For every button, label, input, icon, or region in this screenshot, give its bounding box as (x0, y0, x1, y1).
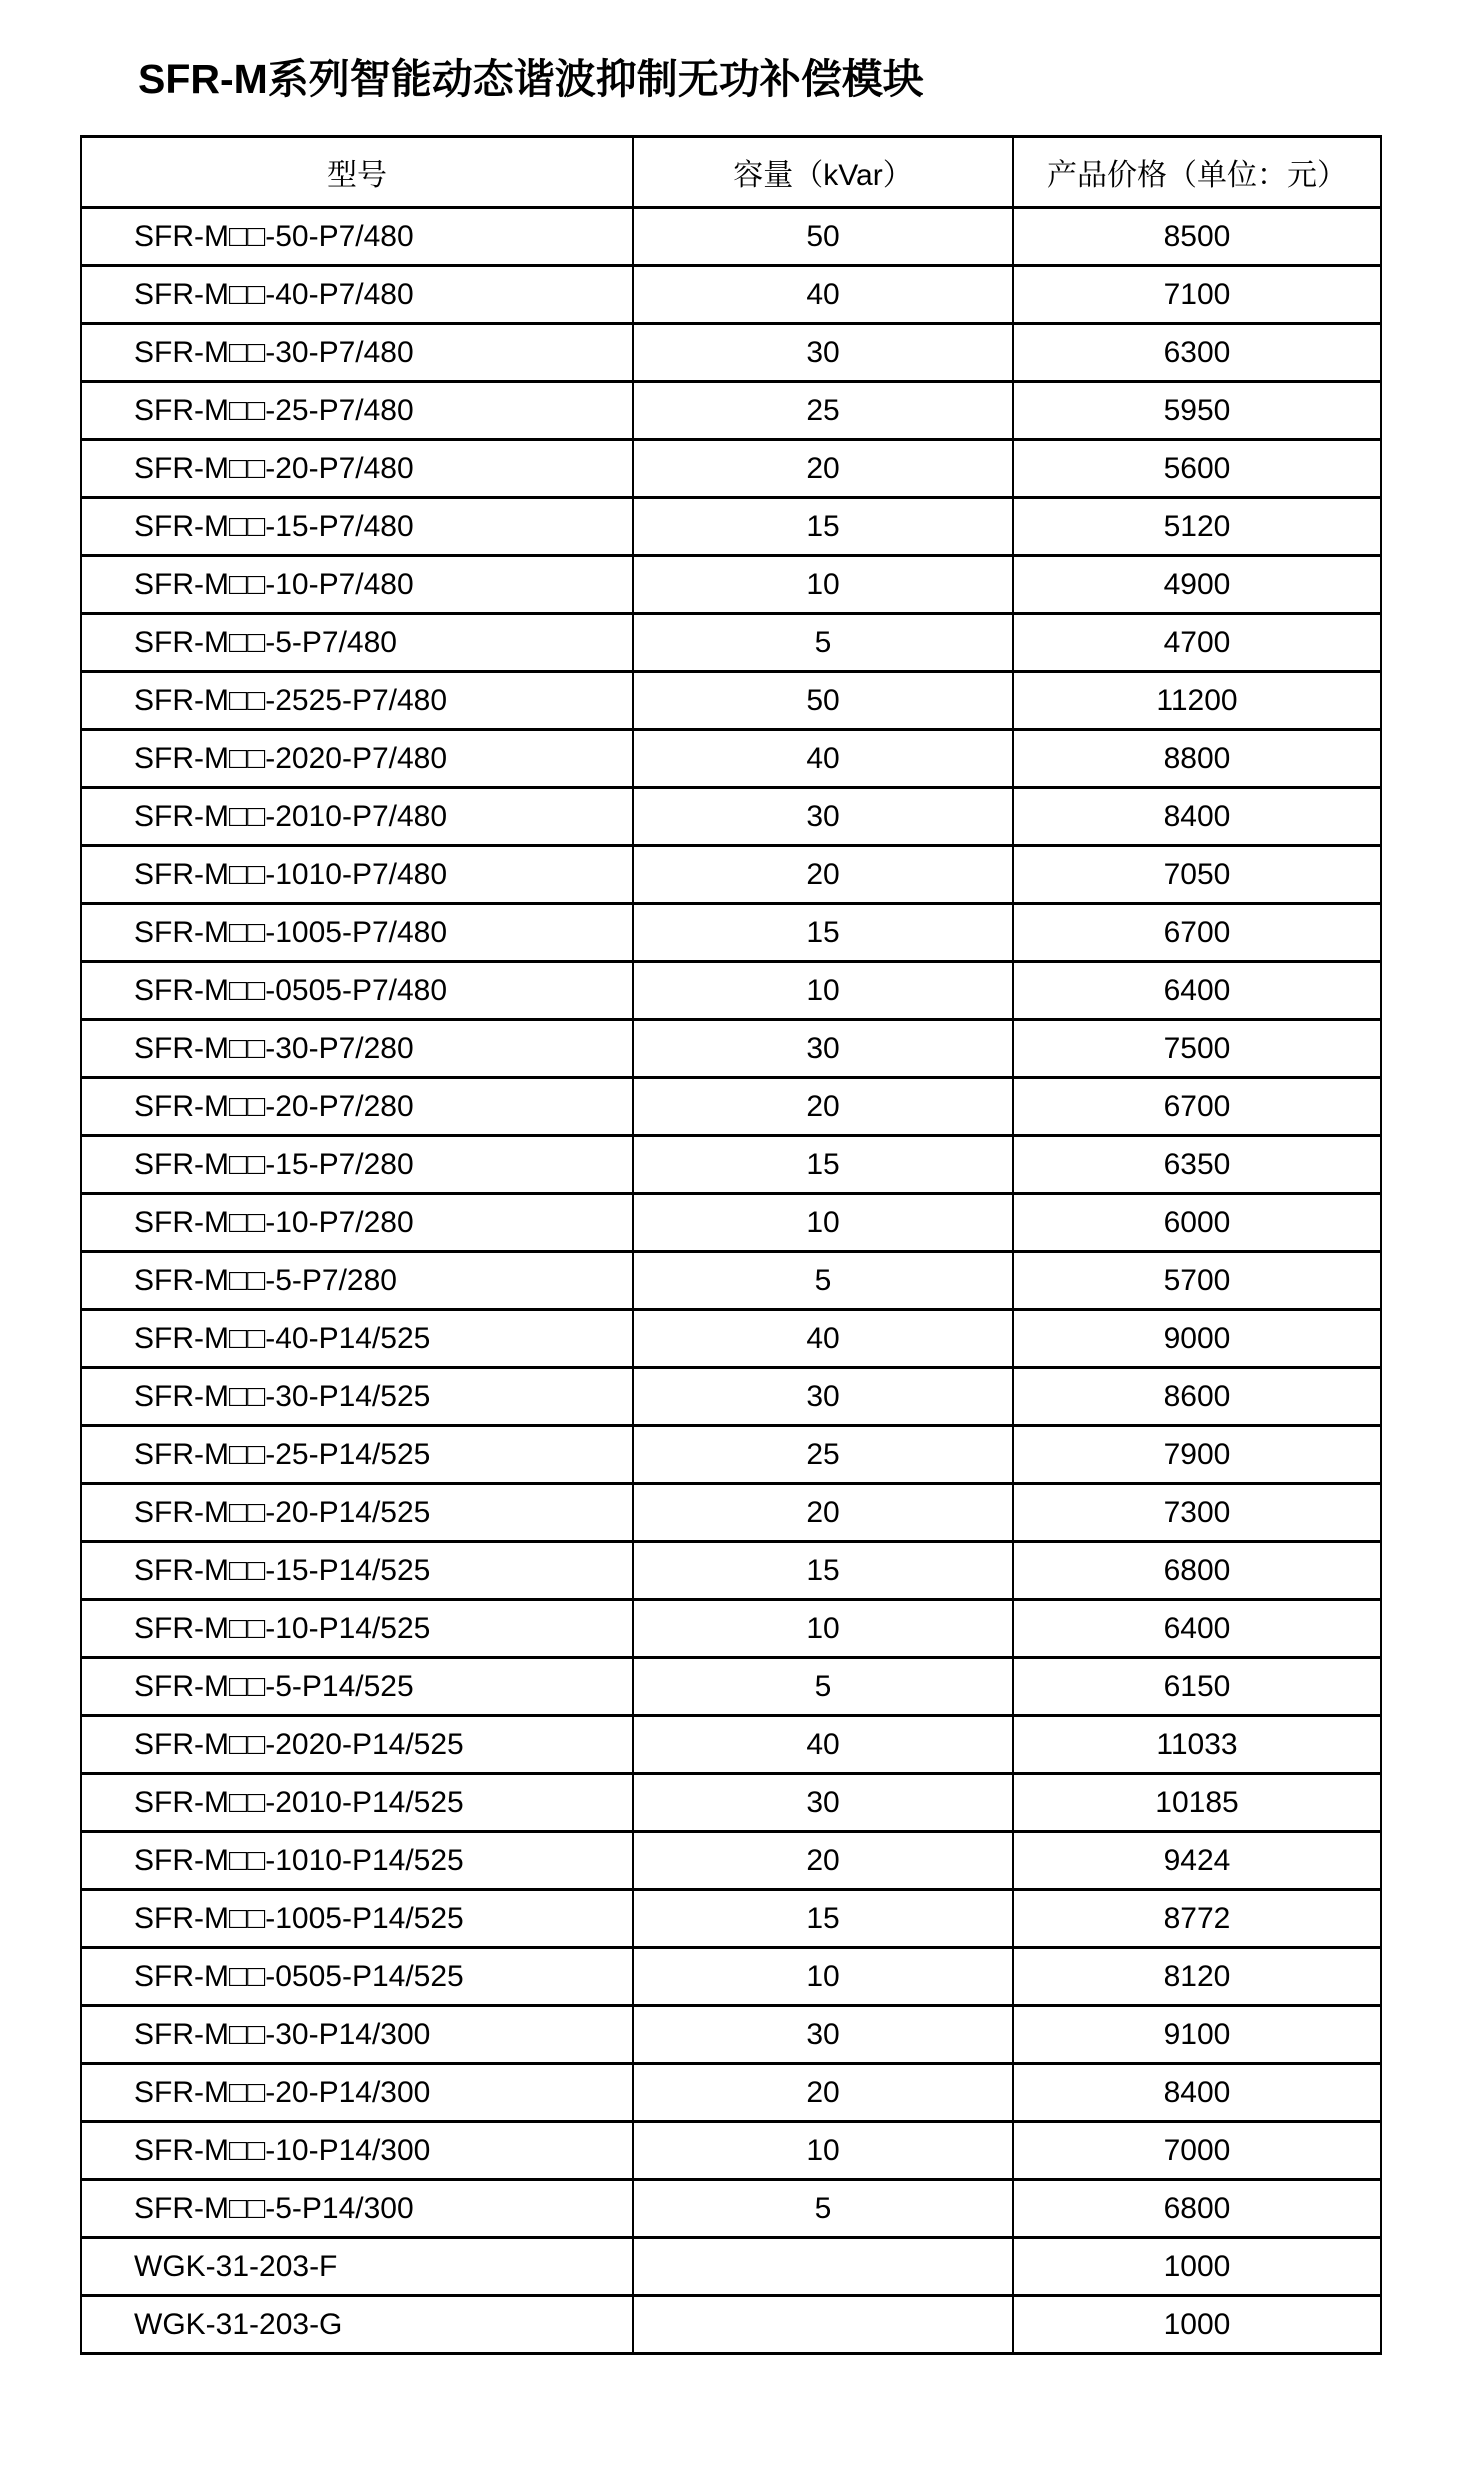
model-cell: SFR-M□□-5-P7/280 (81, 1252, 633, 1310)
price-cell: 8400 (1013, 788, 1381, 846)
table-row (81, 324, 1381, 382)
table-row (81, 672, 1381, 730)
product-price-table (80, 135, 1382, 2355)
model-cell: SFR-M□□-0505-P7/480 (81, 962, 633, 1020)
capacity-cell: 10 (633, 962, 1013, 1020)
price-cell: 6700 (1013, 904, 1381, 962)
table-row (81, 266, 1381, 324)
column-header-model: 型号 (81, 137, 633, 208)
capacity-cell: 50 (633, 208, 1013, 266)
table-row (81, 1890, 1381, 1948)
table-row (81, 556, 1381, 614)
capacity-cell (633, 2296, 1013, 2354)
table-row (81, 1832, 1381, 1890)
capacity-cell: 5 (633, 1252, 1013, 1310)
table-row (81, 788, 1381, 846)
model-cell: SFR-M□□-20-P14/300 (81, 2064, 633, 2122)
capacity-cell: 10 (633, 2122, 1013, 2180)
price-cell: 4900 (1013, 556, 1381, 614)
capacity-cell: 40 (633, 730, 1013, 788)
price-cell: 5950 (1013, 382, 1381, 440)
table-row (81, 730, 1381, 788)
price-cell: 7100 (1013, 266, 1381, 324)
capacity-cell: 20 (633, 440, 1013, 498)
capacity-cell: 5 (633, 2180, 1013, 2238)
table-row (81, 614, 1381, 672)
model-cell: SFR-M□□-2020-P7/480 (81, 730, 633, 788)
model-cell: SFR-M□□-5-P14/525 (81, 1658, 633, 1716)
model-cell: SFR-M□□-20-P7/480 (81, 440, 633, 498)
table-row (81, 1542, 1381, 1600)
capacity-cell: 5 (633, 614, 1013, 672)
capacity-cell: 5 (633, 1658, 1013, 1716)
price-cell: 6350 (1013, 1136, 1381, 1194)
table-row (81, 2238, 1381, 2296)
price-cell: 11200 (1013, 672, 1381, 730)
model-cell: SFR-M□□-30-P14/300 (81, 2006, 633, 2064)
model-cell: SFR-M□□-1010-P7/480 (81, 846, 633, 904)
capacity-cell: 40 (633, 1310, 1013, 1368)
table-row (81, 2296, 1381, 2354)
price-cell: 5700 (1013, 1252, 1381, 1310)
price-cell: 6300 (1013, 324, 1381, 382)
capacity-cell: 15 (633, 1542, 1013, 1600)
model-cell: SFR-M□□-25-P14/525 (81, 1426, 633, 1484)
capacity-cell: 20 (633, 1484, 1013, 1542)
price-cell: 6800 (1013, 2180, 1381, 2238)
capacity-cell: 40 (633, 266, 1013, 324)
capacity-cell: 30 (633, 1774, 1013, 1832)
table-row (81, 382, 1381, 440)
price-cell: 7050 (1013, 846, 1381, 904)
price-cell: 8800 (1013, 730, 1381, 788)
table-row (81, 1252, 1381, 1310)
price-cell: 4700 (1013, 614, 1381, 672)
table-row (81, 1948, 1381, 2006)
model-cell: SFR-M□□-10-P7/480 (81, 556, 633, 614)
model-cell: SFR-M□□-20-P14/525 (81, 1484, 633, 1542)
model-cell: SFR-M□□-40-P7/480 (81, 266, 633, 324)
model-cell: WGK-31-203-F (81, 2238, 633, 2296)
model-cell: SFR-M□□-1010-P14/525 (81, 1832, 633, 1890)
model-cell: SFR-M□□-1005-P7/480 (81, 904, 633, 962)
capacity-cell: 15 (633, 1136, 1013, 1194)
capacity-cell: 30 (633, 2006, 1013, 2064)
column-header-price: 产品价格（单位：元） (1013, 137, 1381, 208)
price-cell: 1000 (1013, 2238, 1381, 2296)
model-cell: SFR-M□□-10-P14/525 (81, 1600, 633, 1658)
capacity-cell: 30 (633, 324, 1013, 382)
model-cell: SFR-M□□-5-P14/300 (81, 2180, 633, 2238)
capacity-cell: 20 (633, 846, 1013, 904)
capacity-cell: 10 (633, 1194, 1013, 1252)
table-row (81, 1484, 1381, 1542)
capacity-cell: 15 (633, 1890, 1013, 1948)
table-row (81, 2006, 1381, 2064)
model-cell: SFR-M□□-0505-P14/525 (81, 1948, 633, 2006)
table-row (81, 1600, 1381, 1658)
price-cell: 10185 (1013, 1774, 1381, 1832)
table-row (81, 1078, 1381, 1136)
price-cell: 8500 (1013, 208, 1381, 266)
table-row (81, 1020, 1381, 1078)
table-row (81, 440, 1381, 498)
price-cell: 8120 (1013, 1948, 1381, 2006)
model-cell: SFR-M□□-2020-P14/525 (81, 1716, 633, 1774)
model-cell: SFR-M□□-5-P7/480 (81, 614, 633, 672)
capacity-cell: 15 (633, 904, 1013, 962)
table-row (81, 2064, 1381, 2122)
model-cell: SFR-M□□-20-P7/280 (81, 1078, 633, 1136)
price-cell: 6400 (1013, 1600, 1381, 1658)
price-cell: 11033 (1013, 1716, 1381, 1774)
capacity-cell (633, 2238, 1013, 2296)
price-cell: 7300 (1013, 1484, 1381, 1542)
model-cell: SFR-M□□-25-P7/480 (81, 382, 633, 440)
capacity-cell: 25 (633, 1426, 1013, 1484)
capacity-cell: 15 (633, 498, 1013, 556)
table-body (81, 208, 1381, 2354)
model-cell: SFR-M□□-2010-P7/480 (81, 788, 633, 846)
model-cell: SFR-M□□-10-P14/300 (81, 2122, 633, 2180)
table-row (81, 1774, 1381, 1832)
model-cell: SFR-M□□-1005-P14/525 (81, 1890, 633, 1948)
model-cell: SFR-M□□-15-P7/480 (81, 498, 633, 556)
table-row (81, 962, 1381, 1020)
capacity-cell: 25 (633, 382, 1013, 440)
capacity-cell: 10 (633, 1948, 1013, 2006)
model-cell: SFR-M□□-30-P7/280 (81, 1020, 633, 1078)
capacity-cell: 30 (633, 1020, 1013, 1078)
table-row (81, 846, 1381, 904)
price-cell: 8400 (1013, 2064, 1381, 2122)
table-row (81, 2122, 1381, 2180)
table-row (81, 1368, 1381, 1426)
capacity-cell: 10 (633, 1600, 1013, 1658)
price-cell: 5120 (1013, 498, 1381, 556)
price-cell: 6800 (1013, 1542, 1381, 1600)
table-row (81, 1194, 1381, 1252)
model-cell: SFR-M□□-10-P7/280 (81, 1194, 633, 1252)
price-cell: 9000 (1013, 1310, 1381, 1368)
price-cell: 7000 (1013, 2122, 1381, 2180)
table-row (81, 2180, 1381, 2238)
table-row (81, 904, 1381, 962)
header-row (81, 137, 1381, 208)
price-cell: 8600 (1013, 1368, 1381, 1426)
price-cell: 6000 (1013, 1194, 1381, 1252)
table-row (81, 1426, 1381, 1484)
capacity-cell: 10 (633, 556, 1013, 614)
price-cell: 9100 (1013, 2006, 1381, 2064)
price-cell: 6700 (1013, 1078, 1381, 1136)
table-row (81, 1658, 1381, 1716)
price-cell: 1000 (1013, 2296, 1381, 2354)
model-cell: SFR-M□□-30-P14/525 (81, 1368, 633, 1426)
price-cell: 5600 (1013, 440, 1381, 498)
price-cell: 6150 (1013, 1658, 1381, 1716)
table-row (81, 1310, 1381, 1368)
price-cell: 9424 (1013, 1832, 1381, 1890)
table-row (81, 1716, 1381, 1774)
model-cell: WGK-31-203-G (81, 2296, 633, 2354)
price-cell: 8772 (1013, 1890, 1381, 1948)
page-title: SFR-M系列智能动态谐波抑制无功补偿模块 (138, 56, 924, 102)
capacity-cell: 50 (633, 672, 1013, 730)
price-cell: 7500 (1013, 1020, 1381, 1078)
model-cell: SFR-M□□-15-P7/280 (81, 1136, 633, 1194)
model-cell: SFR-M□□-50-P7/480 (81, 208, 633, 266)
table-row (81, 1136, 1381, 1194)
price-cell: 7900 (1013, 1426, 1381, 1484)
capacity-cell: 30 (633, 788, 1013, 846)
model-cell: SFR-M□□-15-P14/525 (81, 1542, 633, 1600)
model-cell: SFR-M□□-2010-P14/525 (81, 1774, 633, 1832)
table-header (81, 137, 1381, 208)
model-cell: SFR-M□□-40-P14/525 (81, 1310, 633, 1368)
capacity-cell: 20 (633, 1078, 1013, 1136)
capacity-cell: 20 (633, 2064, 1013, 2122)
price-cell: 6400 (1013, 962, 1381, 1020)
table-row (81, 498, 1381, 556)
capacity-cell: 20 (633, 1832, 1013, 1890)
capacity-cell: 30 (633, 1368, 1013, 1426)
model-cell: SFR-M□□-30-P7/480 (81, 324, 633, 382)
capacity-cell: 40 (633, 1716, 1013, 1774)
model-cell: SFR-M□□-2525-P7/480 (81, 672, 633, 730)
column-header-capacity: 容量（kVar） (633, 137, 1013, 208)
table-row (81, 208, 1381, 266)
